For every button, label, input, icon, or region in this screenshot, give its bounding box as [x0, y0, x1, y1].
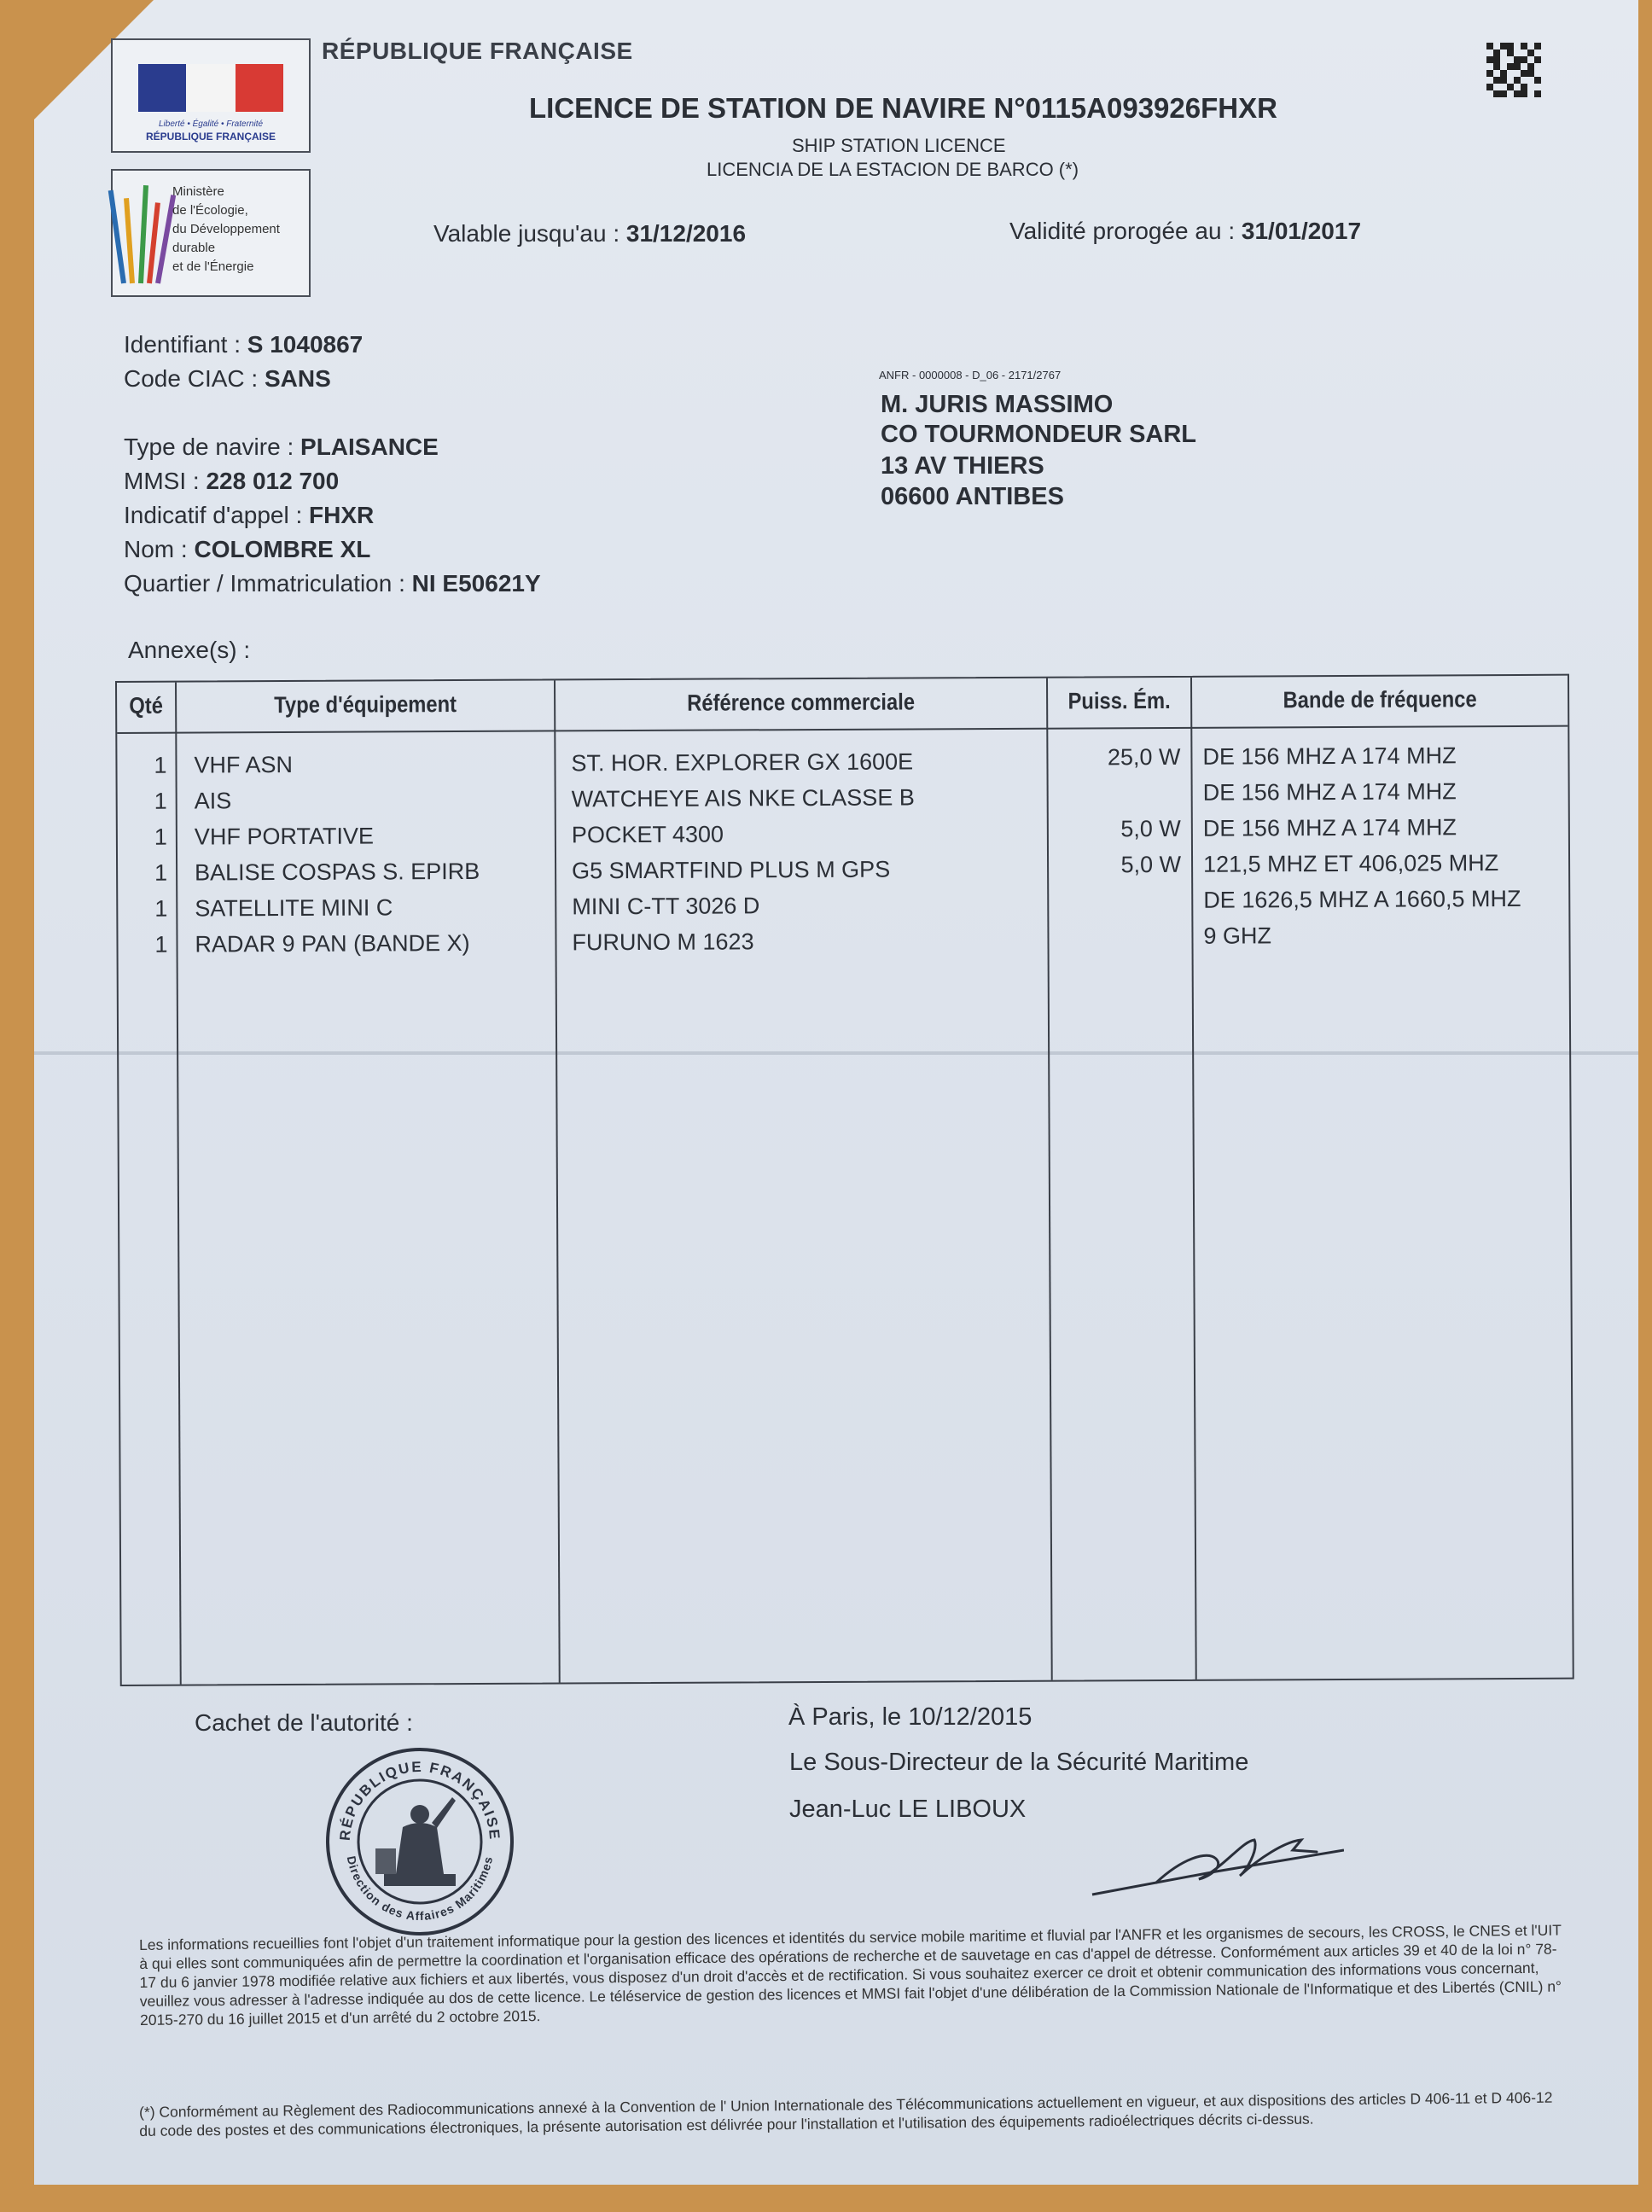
- cell-ref: G5 SMARTFIND PLUS M GPS: [572, 856, 891, 884]
- svg-text:Direction des Affaires Maritim: Direction des Affaires Maritimes: [344, 1854, 496, 1924]
- cell-qte: 1: [154, 931, 168, 958]
- ministry-line: et de l'Énergie: [172, 259, 254, 274]
- address-line-1: M. JURIS MASSIMO: [881, 391, 1114, 418]
- cell-bande: 121,5 MHZ ET 406,025 MHZ: [1202, 850, 1499, 877]
- logo-rf: RÉPUBLIQUE FRANÇAISE: [145, 131, 276, 143]
- field-code-ciac: Code CIAC : SANS: [124, 365, 331, 392]
- subtitle-english: SHIP STATION LICENCE: [792, 135, 1006, 156]
- cell-ref: POCKET 4300: [571, 821, 724, 848]
- ministry-logo: [111, 169, 311, 297]
- cell-qte: 1: [154, 752, 167, 778]
- cell-puiss: [1049, 923, 1181, 924]
- col-header-reference: Référence commerciale: [687, 689, 916, 716]
- col-header-puissance: Puiss. Ém.: [1067, 687, 1171, 714]
- equipment-table: [115, 674, 1574, 1686]
- cell-qte: 1: [154, 824, 167, 850]
- cell-ref: FURUNO M 1623: [572, 928, 754, 956]
- ministry-line: du Développement: [172, 222, 280, 236]
- field-mmsi: MMSI : 228 012 700: [124, 468, 340, 494]
- cachet-label: Cachet de l'autorité :: [195, 1709, 413, 1736]
- ministry-stripes-icon: [119, 181, 164, 283]
- cell-bande: DE 156 MHZ A 174 MHZ: [1202, 742, 1457, 770]
- cell-bande: DE 156 MHZ A 174 MHZ: [1202, 814, 1457, 841]
- cell-puiss: [1049, 780, 1181, 781]
- cell-type: AIS: [194, 788, 232, 814]
- col-header-bande: Bande de fréquence: [1283, 686, 1477, 713]
- ministry-name: [172, 183, 280, 276]
- cell-ref: MINI C-TT 3026 D: [572, 893, 760, 920]
- extended-validity-label: Validité prorogée au :: [1009, 218, 1236, 244]
- cell-bande: DE 156 MHZ A 174 MHZ: [1202, 778, 1457, 806]
- validity-date: 31/12/2016: [625, 220, 747, 247]
- field-quartier: Quartier / Immatriculation : NI E50621Y: [124, 570, 541, 597]
- table-header-rule: [117, 725, 1568, 734]
- address-line-4: 06600 ANTIBES: [881, 483, 1064, 510]
- republique-heading: RÉPUBLIQUE FRANÇAISE: [322, 38, 633, 64]
- address-line-3: 13 AV THIERS: [881, 452, 1044, 480]
- licence-title: LICENCE DE STATION DE NAVIRE N°0115A093926FHXR: [529, 92, 1277, 124]
- cell-type: VHF PORTATIVE: [194, 823, 374, 850]
- issue-place-date: À Paris, le 10/12/2015: [788, 1703, 1032, 1731]
- handwritten-signature: [1088, 1825, 1344, 1901]
- cell-puiss: 5,0 W: [1120, 851, 1182, 878]
- address-line-2: CO TOURMONDEUR SARL: [881, 421, 1197, 448]
- annexe-label: Annexe(s) :: [128, 637, 251, 663]
- extended-validity-date: 31/01/2017: [1241, 218, 1362, 244]
- cell-bande: 9 GHZ: [1203, 923, 1272, 949]
- field-indicatif: Indicatif d'appel : FHXR: [124, 502, 375, 528]
- regulation-note: (*) Conformément au Règlement des Radiocommunications annexé à la Convention de l' Union Internationale des Télécommunications actuellement en vigueur, et aux dispositions des articles D 406-11 et D 406-12 du code des postes et des communications électroniques, la présente autorisation est délivrée pour l'installation et l'utilisation des équipements radioélectriques décrits ci-dessus.: [139, 2088, 1553, 2139]
- cell-ref: ST. HOR. EXPLORER GX 1600E: [571, 748, 914, 777]
- cell-qte: 1: [154, 788, 167, 814]
- cell-puiss: 5,0 W: [1120, 815, 1181, 842]
- marianne-logo: [111, 38, 311, 153]
- validity-label: Valable jusqu'au :: [433, 220, 620, 247]
- tricolor-flag-icon: [138, 64, 283, 112]
- signatory-name: Jean-Luc LE LIBOUX: [789, 1796, 1027, 1823]
- qr-code-icon: [1486, 43, 1541, 97]
- svg-text:RÉPUBLIQUE FRANÇAISE: RÉPUBLIQUE FRANÇAISE: [336, 1758, 503, 1842]
- ministry-line: de l'Écologie,: [172, 203, 248, 218]
- cell-qte: 1: [154, 895, 168, 922]
- cell-puiss: 25,0 W: [1107, 743, 1181, 771]
- cell-type: RADAR 9 PAN (BANDE X): [195, 929, 470, 958]
- cell-qte: 1: [154, 859, 168, 886]
- privacy-notice: Les informations recueillies font l'objet d'un traitement informatique pour la gestion des licences et identités du service mobile maritime et fluvial par l'ANFR et les organismes de secours, les CROSS, le CNES et l'UIT à qui elles sont communiquées afin de permettre la coordination et l'organisation efficace des opérations de recherche et de sauvetage en cas d'appel de détresse. Conformément aux articles 39 et 40 de la loi n° 78-17 du 6 janvier 1978 modifiée relative aux fichiers et aux libertés, vous disposez d'un droit d'accès et de rectification. Si vous souhaitez exercer ce droit et obtenir communication des informations vous concernant, veuillez vous adresser à l'adresse indiquée au dos de cette licence. Le téléservice de gestion des licences et MMSI fait l'objet d'une délibération de la Commission Nationale de l'Informatique et des Libertés (CNIL) n° 2015-270 du 16 juillet 2015 et d'un arrêté du 2 octobre 2015.: [139, 1921, 1562, 2029]
- validity: [433, 220, 746, 247]
- address-reference-code: ANFR - 0000008 - D_06 - 2171/2767: [879, 369, 1062, 381]
- field-nom: Nom : COLOMBRE XL: [124, 536, 371, 562]
- logo-motto: Liberté • Égalité • Fraternité: [158, 119, 264, 129]
- field-type-navire: Type de navire : PLAISANCE: [124, 434, 439, 460]
- ministry-line: Ministère: [172, 184, 224, 199]
- extended-validity: [1009, 218, 1361, 245]
- subtitle-spanish: LICENCIA DE LA ESTACION DE BARCO (*): [707, 159, 1079, 180]
- col-header-qte: Qté: [129, 692, 164, 719]
- official-seal-stamp: [324, 1746, 516, 1938]
- cell-type: BALISE COSPAS S. EPIRB: [195, 858, 480, 886]
- cell-ref: WATCHEYE AIS NKE CLASSE B: [571, 784, 915, 812]
- cell-type: VHF ASN: [194, 751, 294, 778]
- cell-type: SATELLITE MINI C: [195, 894, 393, 922]
- ministry-line: durable: [172, 241, 216, 255]
- cell-bande: DE 1626,5 MHZ A 1660,5 MHZ: [1203, 885, 1521, 913]
- signatory-title: Le Sous-Directeur de la Sécurité Maritime: [789, 1749, 1249, 1776]
- field-identifiant: Identifiant : S 1040867: [124, 331, 364, 358]
- col-header-type: Type d'équipement: [274, 691, 457, 719]
